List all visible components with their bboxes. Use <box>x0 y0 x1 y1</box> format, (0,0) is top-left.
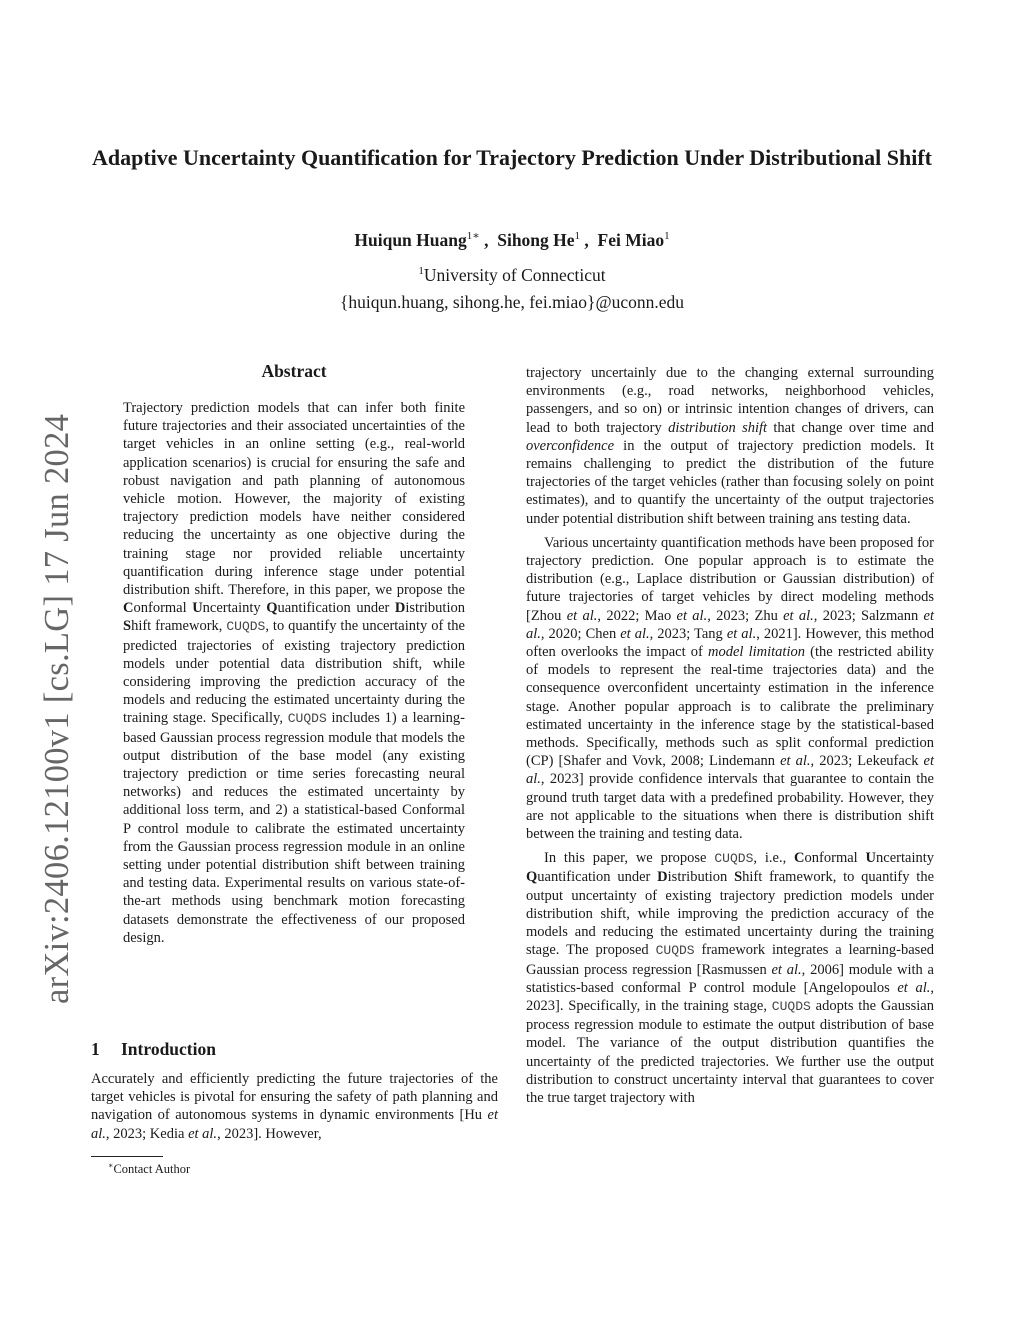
paragraph: trajectory uncertainly due to the changing external surrounding environments (e.g., road networks, neighborhood vehicles, passengers, and so on) or intrinsic intention changes of drivers, can lead to both trajectory distribution shift that change over time and overconfidence in the output of trajectory prediction models. It remains challenging to predict the distribution of the future trajectories of the target vehicles (rather than focusing solely on point estimates), and to quantify the uncertainty of the output trajectories under potential distribution shift between training ans testing data. <box>526 365 934 527</box>
paper-title: Adaptive Uncertainty Quantification for Trajectory Prediction Under Distributional Shift <box>91 145 933 170</box>
author-mark: 1 <box>664 230 670 242</box>
affiliation <box>0 258 1024 289</box>
author-name: Fei Miao <box>597 229 665 250</box>
abstract-body: Trajectory prediction models that can infer both finite future trajectories and their associated uncertainties of the target vehicles in an online setting (e.g., real-world application scenarios) is crucial for ensuring the safe and robust navigation and path planning of autonomous vehicle motion. However, the majority of existing trajectory prediction models have neither considered reducing the uncertainty as one objective during the training stage nor provided reliable uncertainty quantification during inference stage under potential distribution shift. Therefore, in this paper, we propose the Conformal Uncertainty Quantification under Distribution Shift framework, CUQDS, to quantify the uncertainty of the predicted trajectories of existing trajectory prediction models under potential data distribution shift, while considering improving the prediction accuracy of the models and reducing the estimated uncertainty during the training stage. Specifically, CUQDS includes 1) a learning-based Gaussian process regression module that models the output distribution of the base model (any existing trajectory prediction or time series forecasting neural networks) and reduces the estimated uncertainty by additional loss term, and 2) a statistical-based Conformal P control module to calibrate the estimated uncertainty from the Gaussian process regression module in an online setting under potential distribution shift between training and testing data. Experimental results on various state-of-the-art methods using benchmark motion forecasting datasets demonstrate the effectiveness of our proposed design. <box>123 400 465 946</box>
footnote <box>108 1161 190 1177</box>
author-list: Huiqun Huang$^{1∗}$ , Sihong He$^1$ , Fei Miao$^1$ <box>354 229 670 250</box>
email-list: {huiqun.huang, sihong.he, fei.miao}@uconn.edu <box>340 291 684 312</box>
affiliation-name: University of Connecticut <box>423 264 606 285</box>
section-title: Introduction <box>121 1039 216 1059</box>
author-name: Huiqun Huang <box>354 229 467 250</box>
section-heading <box>91 1039 216 1060</box>
abstract-heading: Abstract <box>261 361 327 381</box>
footnote-text: Contact Author <box>113 1162 191 1177</box>
arxiv-stamp: arXiv:2406.12100v1 [cs.LG] 17 Jun 2024 <box>38 413 76 1004</box>
author-name: Sihong He <box>497 229 575 250</box>
footnote-rule <box>91 1156 163 1157</box>
author-mark: 1 <box>574 230 581 242</box>
affiliation-mark: 1 <box>418 265 424 277</box>
author-mark: 1∗ <box>466 230 480 242</box>
section-number: 1 <box>91 1039 100 1059</box>
intro-paragraph: Accurately and efficiently predicting the future trajectories of the target vehicles is pivotal for ensuring the safety of path planning and navigation of autonomous systems in dynamic environments [Hu et al., 2023; Kedia et al., 2023]. However, <box>91 1071 498 1142</box>
paragraph: In this paper, we propose CUQDS, i.e., Conformal Uncertainty Quantification under Distribution Shift framework, to quantify the output uncertainty of existing trajectory prediction models under distribution shift, while improving the prediction accuracy of the models and reducing the estimated uncertainty during the training stage. The proposed CUQDS framework integrates a learning-based Gaussian process regression [Rasmussen et al., 2006] module with a statistics-based conformal P control module [Angelopoulos et al., 2023]. Specifically, in the training stage, CUQDS adopts the Gaussian process regression module to estimate the output distribution of base model. The variance of the output distribution quantifies the uncertainty of the predicted trajectories. We further use the output distribution to construct uncertainty interval that guarantees to cover the true target trajectory with <box>526 850 935 1106</box>
footnote-mark: ∗ <box>108 1161 114 1170</box>
paragraph: Various uncertainty quantification methods have been proposed for trajectory prediction. One popular approach is to estimate the distribution (e.g., Laplace distribution or Gaussian distribution) of future trajectories of target vehicles by direct modeling methods [Zhou et al., 2022; Mao et al., 2023; Zhu et al., 2023; Salzmann et al., 2020; Chen et al., 2023; Tang et al., 2021]. However, this method often overlooks the impact of model limitation (the restricted ability of models to represent the real-time trajectories data) and the consequence overconfident uncertainty estimation in the inference stage. Another popular approach is to calibrate the preliminary estimated uncertainty in the inference stage by the statistical-based methods. Specifically, methods such as split conformal prediction (CP) [Shafer and Vovk, 2008; Lindemann et al., 2023; Lekeufack et al., 2023] provide confidence intervals that guarantee to contain the ground truth target data with a predefined probability. However, they are not applicable to the situations when there is distribution shift between the training and testing data. <box>526 534 934 843</box>
right-column <box>526 364 934 1107</box>
affiliation-block <box>0 258 1024 316</box>
